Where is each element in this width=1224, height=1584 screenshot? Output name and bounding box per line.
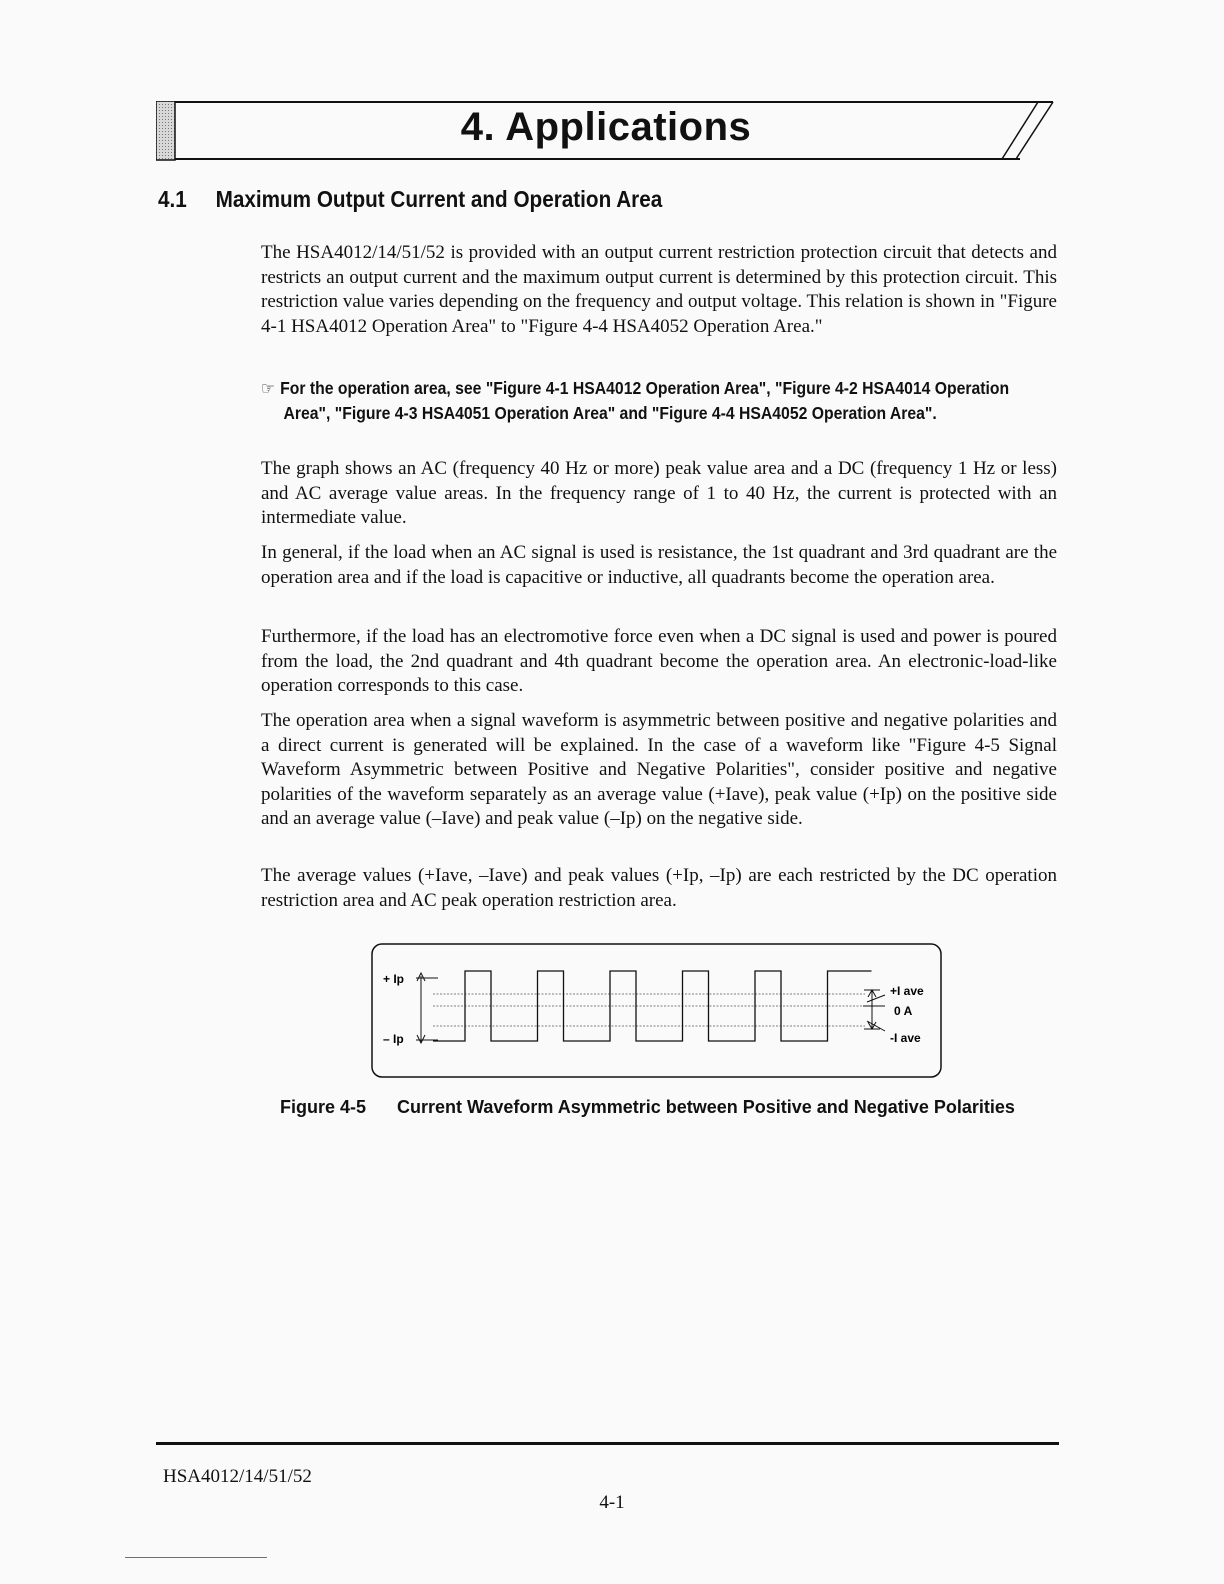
bottom-mark xyxy=(125,1557,267,1558)
zero-label: 0 A xyxy=(894,1004,913,1018)
page-number: 4-1 xyxy=(599,1492,625,1513)
figure-caption xyxy=(280,1097,1015,1118)
reference-note xyxy=(261,376,1081,426)
figure-title: Current Waveform Asymmetric between Positive and Negative Polarities xyxy=(397,1097,1015,1117)
footer-rule xyxy=(156,1442,1059,1445)
waveform-diagram xyxy=(371,943,943,1079)
paragraph-restriction: The average values (+Iave, –Iave) and peak values (+Ip, –Ip) are each restricted by the DC operation restriction area and AC peak operation restriction area. xyxy=(261,865,1057,911)
paragraph-asymmetric: The operation area when a signal waveform is asymmetric between positive and negative polarities and a direct current is generated will be explained. In the case of a waveform like "Figure 4-5 Signal Waveform Asymmetric between Positive and Negative Polarities", consider positive and negative polarities of the waveform separately as an average value (+Iave), peak value (+Ip) on the positive side and an average value (–Iave) and peak value (–Ip) on the negative side. xyxy=(261,710,1057,829)
plus-ip-label: + Ip xyxy=(383,972,405,986)
minus-iave-label: -I ave xyxy=(890,1031,921,1045)
paragraph-intro: The HSA4012/14/51/52 is provided with an output current restriction protection circuit that detects and restricts an output current and the maximum output current is determined by this protection circuit. This restriction value varies depending on the frequency and output voltage. This relation is shown in "Figure 4-1 HSA4012 Operation Area" to "Figure 4-4 HSA4052 Operation Area." xyxy=(261,242,1057,337)
footer-model: HSA4012/14/51/52 xyxy=(163,1466,312,1487)
plus-iave-label: +I ave xyxy=(890,984,924,998)
paragraph-quadrants: In general, if the load when an AC signal is used is resistance, the 1st quadrant and 3rd quadrant are the operation area and if the load is capacitive or inductive, all quadrants become the operation area. xyxy=(261,542,1057,588)
figure-number: Figure 4-5 xyxy=(280,1097,367,1117)
minus-ip-label: – Ip xyxy=(383,1032,404,1046)
figure-waveform xyxy=(371,943,943,1084)
section-heading xyxy=(158,186,662,213)
note-line-1: For the operation area, see "Figure 4-1 HSA4012 Operation Area", "Figure 4-2 HSA4014 Operation xyxy=(280,378,1010,398)
section-title: Maximum Output Current and Operation Area xyxy=(215,186,663,212)
note-line-2: Area", "Figure 4-3 HSA4051 Operation Area" and "Figure 4-4 HSA4052 Operation Area". xyxy=(283,403,937,423)
paragraph-electromotive: Furthermore, if the load has an electromotive force even when a DC signal is used and power is poured from the load, the 2nd quadrant and 4th quadrant become the operation area. An electronic-load-like operation corresponds to this case. xyxy=(261,626,1057,696)
chapter-banner xyxy=(156,101,1056,161)
section-number: 4.1 xyxy=(158,186,187,212)
chapter-title: 4. Applications xyxy=(460,105,752,149)
paragraph-graph: The graph shows an AC (frequency 40 Hz or more) peak value area and a DC (frequency 1 Hz or less) and AC average value areas. In the frequency range of 1 to 40 Hz, the current is protected with an intermediate value. xyxy=(261,458,1057,528)
pointing-hand-icon: ☞ xyxy=(261,379,275,398)
